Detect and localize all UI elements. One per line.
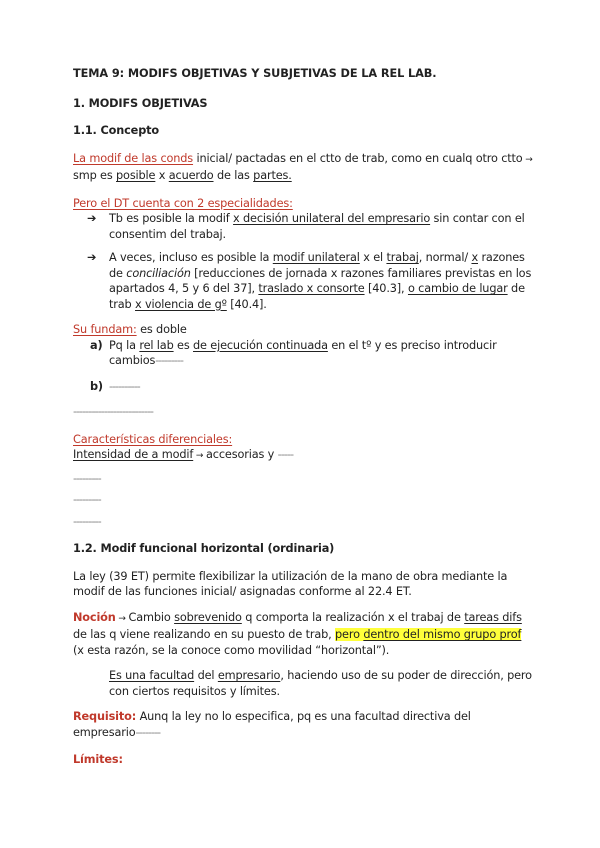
paragraph-especialidades: Pero el DT cuenta con 2 especialidades: [73,196,293,210]
paragraph-fundamento: Su fundam: es doble [73,323,187,336]
arrow-bullet-icon: ➔ [87,212,97,225]
list-item: a) Pq la rel lab es de ejecución continuada en el tº y es preciso introducir cambios--------- [90,338,497,367]
dashed-line: -------------------------- [73,405,153,418]
arrow-icon: → [115,613,129,624]
concepto-red-phrase: La modif de las conds [73,151,194,165]
fundamento-list [73,338,533,395]
caracteristicas-heading: Características diferenciales: [73,432,233,446]
caracteristicas-line-2: --------- [73,471,101,485]
subsection-heading-concepto: 1.1. Concepto [73,124,159,137]
paragraph-nocion: Noción → Cambio sobrevenido q comporta la realización x el trabaj de tareas difs de las q viene realizando en su puesto de trab, pero dentro del mismo grupo prof (x esta razón, se la conoce como movilidad “horizontal”). [73,610,522,657]
paragraph-ley: La ley (39 ET) permite flexibilizar la utilización de la mano de obra mediante la modif de las funciones inicial/ asignadas conforme al 22.4 ET. [73,569,508,598]
limites-heading: Límites: [73,753,123,766]
list-item: b) ---------- [90,379,140,393]
caracteristicas-line-3: --------- [73,493,101,506]
paragraph-facultad: Es una facultad del empresario, haciendo uso de su poder de dirección, pero con ciertos requisitos y límites. [109,669,532,698]
arrow-icon: → [193,451,207,461]
arrow-bullet-icon: ➔ [87,251,97,264]
arrow-icon: → [522,154,533,165]
section-heading-modifs-objetivas: 1. MODIFS OBJETIVAS [73,96,208,110]
document-page [73,66,533,768]
caracteristicas-line-4: --------- [73,514,101,528]
list-item: ➔ Tb es posible la modif x decisión unilateral del empresario sin contar con el consentim del trabaj. [87,212,525,241]
subsection-heading-modif-funcional: 1.2. Modif funcional horizontal (ordinaria) [73,542,335,555]
paragraph-concepto: La modif de las conds inicial/ pactadas en el ctto de trab, como en cualq otro ctto → smp es posible x acuerdo de las partes. [73,151,533,182]
caracteristicas-line-1: Intensidad de a modif → accesorias y ----- [73,448,294,461]
paragraph-requisito: Requisito: Aunq la ley no lo especifica, pq es una facultad directiva del empresario-------- [73,710,471,739]
document-title: TEMA 9: MODIFS OBJETIVAS Y SUBJETIVAS DE LA REL LAB. [73,67,437,80]
list-item: ➔ A veces, incluso es posible la modif unilateral x el trabaj, normal/ x razones de conciliación [reducciones de jornada x razones familiares previstas en los apartados 4, 5 y 6 del 37], traslado x consorte [40.3], o cambio de lugar de trab x violencia de gº [40.4]. [87,251,532,311]
especialidades-list [73,211,533,312]
